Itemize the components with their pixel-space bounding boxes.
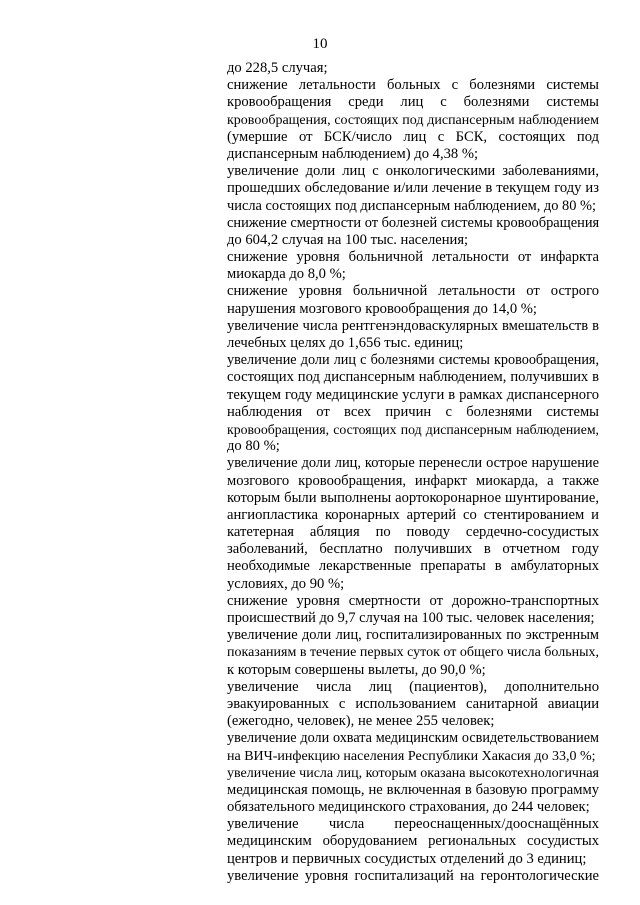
text-line: увеличение числа лиц, которым оказана высокотехнологичная — [227, 765, 599, 781]
text-line: до 228,5 случая; — [227, 60, 328, 76]
text-line: числа состоящих под диспансерным наблюдением, до 80 %; — [227, 197, 596, 214]
text-line: состоящих под диспансерным наблюдением, получивших в — [227, 369, 599, 386]
text-line: необходимые лекарственные препараты в амбулаторных — [227, 558, 599, 575]
text-line: кровообращения, состоящих под диспансерным наблюдением — [227, 112, 599, 128]
text-line: увеличение доли лиц с болезнями системы кровообращения, — [227, 352, 599, 369]
text-line: к которым совершены вылеты, до 90,0 %; — [227, 661, 486, 678]
text-line: снижение уровня больничной летальности от инфаркта — [227, 249, 599, 266]
text-line: происшествий до 9,7 случая на 100 тыс. человек населения; — [227, 610, 595, 626]
text-line: лечебных целях до 1,656 тыс. единиц; — [227, 335, 464, 351]
text-line: показаниям в течение первых суток от общего числа больных, — [227, 645, 599, 661]
text-line: увеличение числа рентгенэндоваскулярных вмешательств в — [227, 317, 599, 334]
text-line: условиях, до 90 %; — [227, 575, 345, 592]
text-line: прошедших обследование и/или лечение в текущем году из — [227, 180, 599, 197]
text-line: заболеваний, бесплатно получивших в отчетном году — [227, 541, 599, 558]
text-line: медицинским оборудованием региональных сосудистых — [227, 833, 599, 850]
text-line: на ВИЧ-инфекцию населения Республики Хакасия до 33,0 %; — [227, 748, 596, 764]
text-line: увеличение числа переоснащенных/дооснащённых — [227, 816, 599, 833]
text-line: увеличение уровня госпитализаций на геронтологические — [227, 867, 599, 884]
text-line: увеличение доли лиц, госпитализированных по экстренным — [227, 627, 599, 644]
text-line: текущем году медицинские услуги в рамках диспансерного — [227, 386, 599, 403]
text-line: увеличение доли лиц, которые перенесли острое нарушение — [227, 455, 599, 472]
text-line: миокарда до 8,0 %; — [227, 266, 346, 283]
text-line: эвакуированных с использованием санитарной авиации — [227, 695, 599, 712]
text-line: диспансерным наблюдением) до 4,38 %; — [227, 145, 479, 162]
text-line: снижение уровня больничной летальности от острого — [227, 283, 599, 300]
text-line: центров и первичных сосудистых отделений до 3 единиц; — [227, 850, 587, 867]
text-line: снижение летальности больных с болезнями системы — [227, 77, 599, 94]
page-number: 10 — [312, 36, 328, 52]
text-line: до 604,2 случая на 100 тыс. населения; — [227, 231, 469, 248]
text-line: снижение смертности от болезней системы кровообращения — [227, 214, 600, 231]
text-line: кровообращения, состоящих под диспансерным наблюдением, — [227, 421, 599, 437]
text-line: до 80 %; — [227, 438, 280, 455]
document-body — [227, 60, 599, 885]
text-line: увеличение доли лиц с онкологическими заболеваниями, — [227, 163, 599, 180]
text-line: мозгового кровообращения, инфаркт миокарда, а также — [227, 472, 599, 489]
text-line: катетерная абляция по поводу сердечно-сосудистых — [227, 524, 599, 541]
text-line: ангиопластика коронарных артерий со стентированием и — [227, 506, 599, 523]
text-line: (ежегодно, человек), не менее 255 человек; — [227, 713, 495, 730]
text-line: обязательного медицинского страхования, до 244 человек; — [227, 799, 590, 816]
text-line: нарушения мозгового кровообращения до 14,0 %; — [227, 300, 537, 317]
text-line: кровообращения среди лиц с болезнями системы — [227, 94, 599, 111]
text-line: увеличение доли охвата медицинским освидетельствованием — [227, 730, 599, 747]
text-line: которым были выполнены аортокоронарное шунтирование, — [227, 489, 599, 506]
text-line: (умершие от БСК/число лиц с БСК, состоящих под — [227, 128, 599, 145]
text-line: увеличение числа лиц (пациентов), дополнительно — [227, 678, 599, 695]
text-line: наблюдения от всех причин с болезнями системы — [227, 403, 599, 420]
text-line: медицинская помощь, не включенная в базовую программу — [227, 781, 599, 798]
text-line: снижение уровня смертности от дорожно-транспортных — [227, 592, 599, 609]
